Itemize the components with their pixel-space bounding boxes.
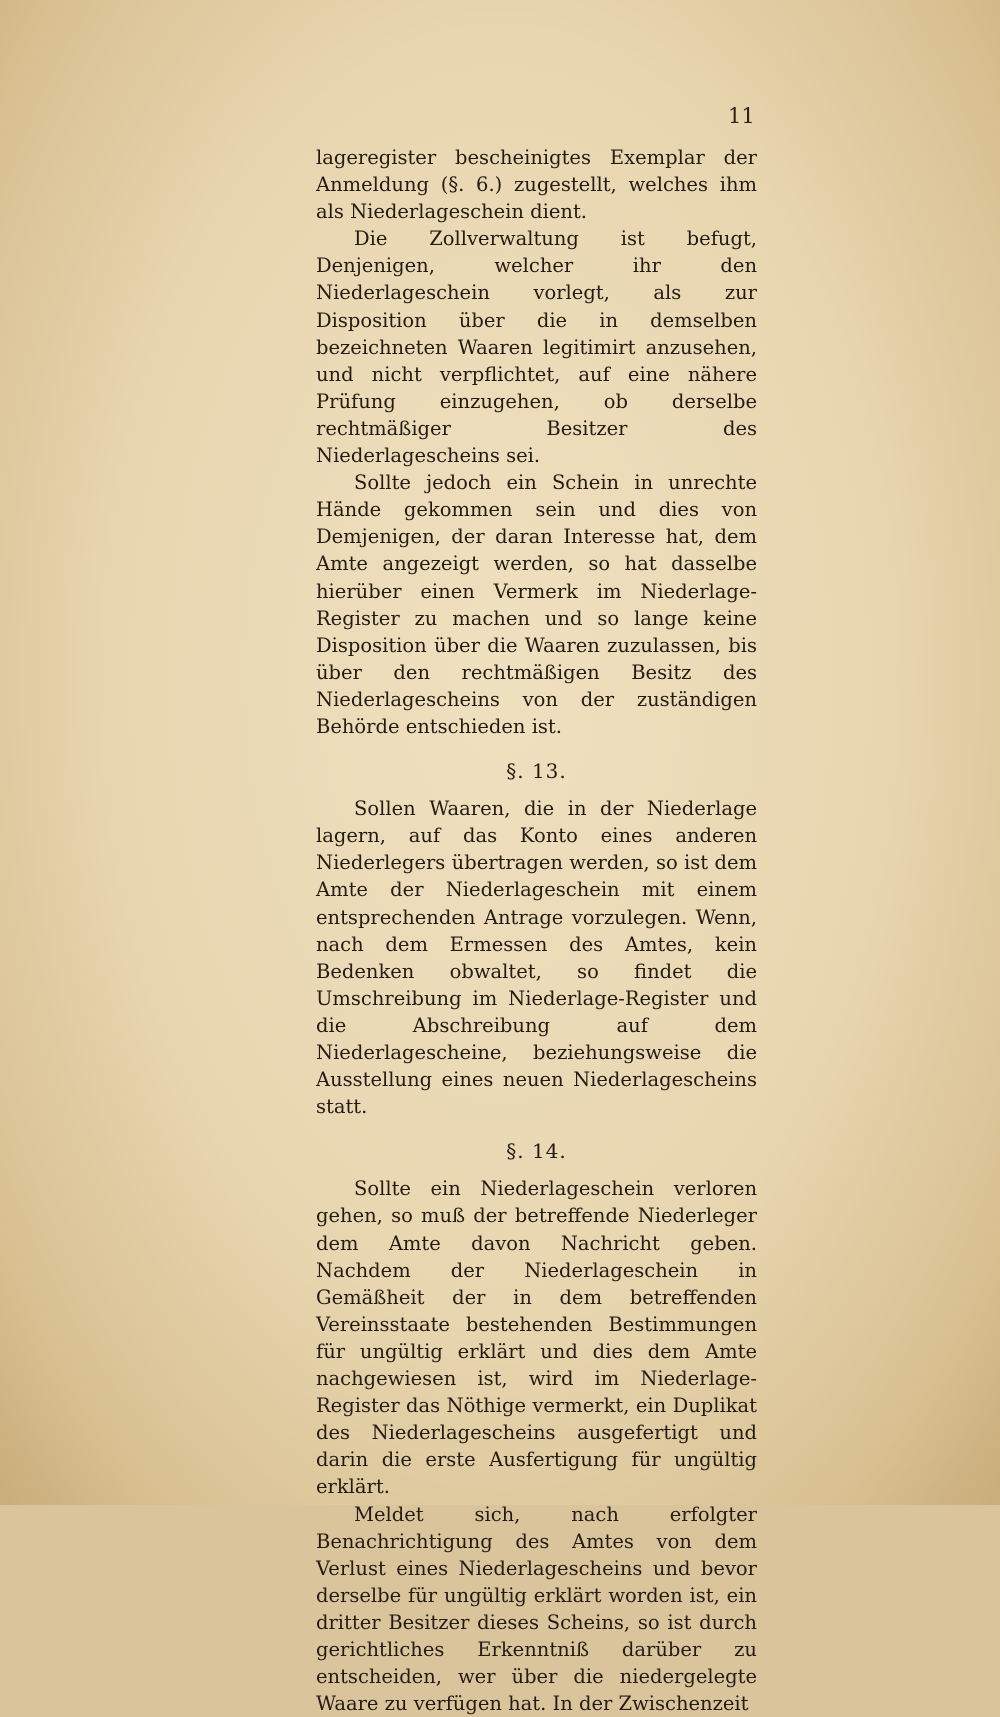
paragraph: Meldet sich, nach erfolgter Benachrichtigung des Amtes von dem Verlust eines Niederlagescheins und bevor derselbe für ungültig erklärt worden ist, ein dritter Besitzer dieses Scheins, so ist durch gerichtliches Erkenntniß darüber zu entscheiden, wer über die niedergelegte Waare zu verfügen hat. In der Zwischenzeit: [316, 1501, 757, 1717]
paragraph: Sollen Waaren, die in der Niederlage lagern, auf das Konto eines anderen Niederlegers übertragen werden, so ist dem Amte der Niederlageschein mit einem entsprechenden Antrage vorzulegen. Wenn, nach dem Ermessen des Amtes, kein Bedenken obwaltet, so findet die Umschreibung im Niederlage-Register und die Abschreibung auf dem Niederlagescheine, beziehungsweise die Ausstellung eines neuen Niederlagescheins statt.: [316, 795, 757, 1120]
page-number: 11: [728, 104, 755, 128]
section-heading-13: §. 13.: [316, 758, 757, 785]
paragraph: Sollte jedoch ein Schein in unrechte Hände gekommen sein und dies von Demjenigen, der daran Interesse hat, dem Amte angezeigt werden, so hat dasselbe hierüber einen Vermerk im Niederlage-Register zu machen und so lange keine Disposition über die Waaren zuzulassen, bis über den rechtmäßigen Besitz des Niederlagescheins von der zuständigen Behörde entschieden ist.: [316, 469, 757, 740]
section-heading-14: §. 14.: [316, 1138, 757, 1165]
paragraph: lageregister bescheinigtes Exemplar der Anmeldung (§. 6.) zugestellt, welches ihm als Niederlageschein dient.: [316, 144, 757, 225]
paragraph: Sollte ein Niederlageschein verloren gehen, so muß der betreffende Niederleger dem Amte davon Nachricht geben. Nachdem der Niederlageschein in Gemäßheit der in dem betreffenden Vereinsstaate bestehenden Bestimmungen für ungültig erklärt und dies dem Amte nachgewiesen ist, wird im Niederlage-Register das Nöthige vermerkt, ein Duplikat des Niederlagescheins ausgefertigt und darin die erste Ausfertigung für ungültig erklärt.: [316, 1175, 757, 1500]
body-text: [316, 144, 757, 1717]
paragraph: Die Zollverwaltung ist befugt, Denjenigen, welcher ihr den Niederlageschein vorlegt, als zur Disposition über die in demselben bezeichneten Waaren legitimirt anzusehen, und nicht verpflichtet, auf eine nähere Prüfung einzugehen, ob derselbe rechtmäßiger Besitzer des Niederlagescheins sei.: [316, 225, 757, 469]
